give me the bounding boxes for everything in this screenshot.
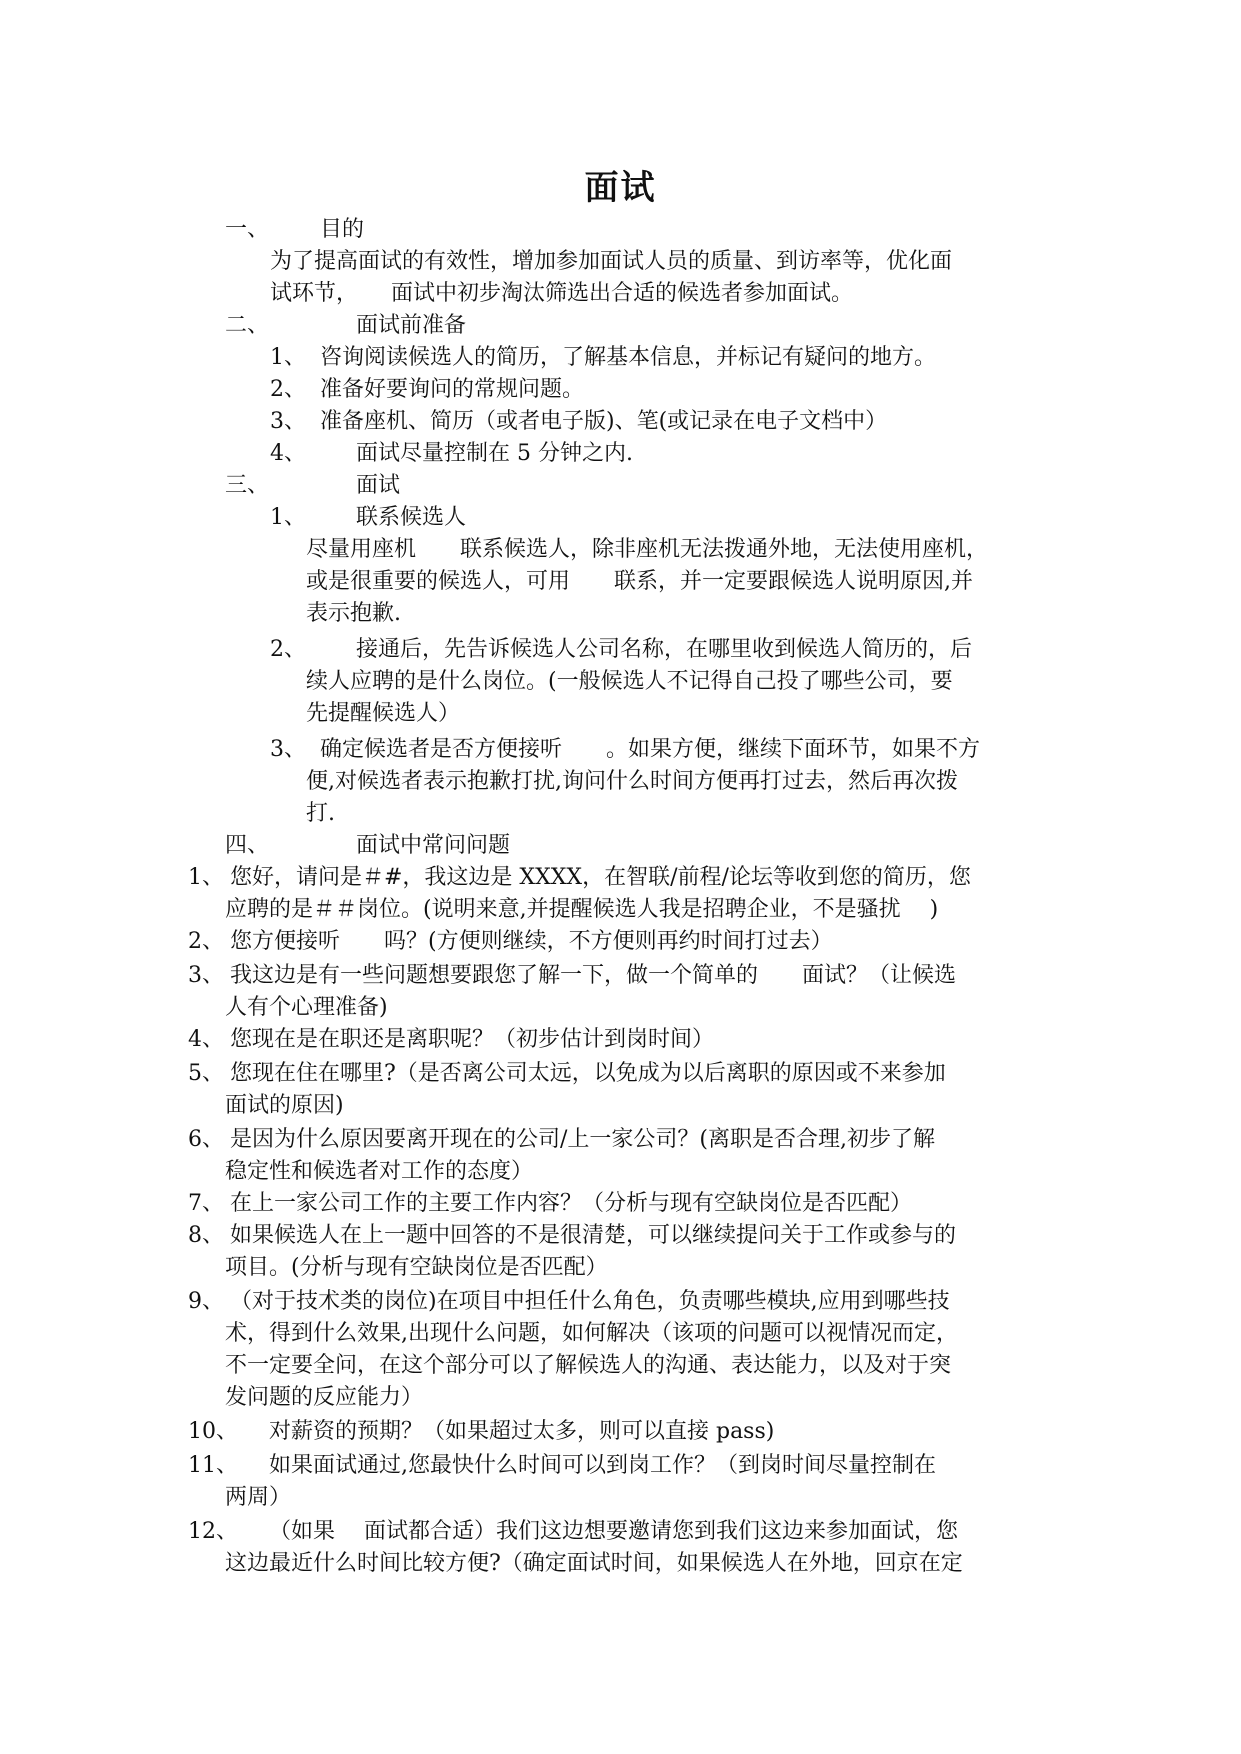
question-number: 7、 [188,1191,224,1216]
list-item-number: 2、 [270,637,306,662]
paragraph-line: 表示抱歉. [306,601,401,626]
question-number: 12、 [188,1519,238,1544]
question-line: 人有个心理准备) [225,995,388,1020]
section-1-heading: 目的 [320,217,365,242]
paragraph-line: 接通后，先告诉候选人公司名称，在哪里收到候选人简历的，后 [356,637,973,662]
question-number: 2、 [188,929,224,954]
question-line: 对薪资的预期？（如果超过太多，则可以直接 pass) [240,1419,775,1444]
section-1-number: 一、 [225,217,270,242]
list-item-number: 2、 [270,377,306,402]
question-number: 9、 [188,1289,224,1314]
paragraph-line: 便,对候选者表示抱歉打扰,询问什么时间方便再打过去，然后再次拨 [306,769,958,794]
list-item-number: 3、 [270,409,306,434]
list-item-number: 1、 [270,505,306,530]
section-2-heading: 面试前准备 [356,313,467,338]
question-line: 我这边是有一些问题想要跟您了解一下，做一个简单的 面试？（让候选 [230,963,957,988]
question-line: 您现在是在职还是离职呢？（初步估计到岗时间） [230,1027,715,1052]
list-item: 面试尽量控制在 5 分钟之内. [356,441,633,466]
question-number: 4、 [188,1027,224,1052]
list-item: 咨询阅读候选人的简历，了解基本信息，并标记有疑问的地方。 [320,345,937,370]
question-number: 11、 [188,1453,238,1478]
question-number: 10、 [188,1419,238,1444]
question-line: 应聘的是＃＃岗位。(说明来意,并提醒候选人我是招聘企业，不是骚扰 ) [225,897,939,922]
question-line: 这边最近什么时间比较方便?（确定面试时间，如果候选人在外地，回京在定 [225,1551,963,1576]
paragraph-line: 或是很重要的候选人，可用 联系，并一定要跟候选人说明原因,并 [306,569,973,594]
paragraph-line: 续人应聘的是什么岗位。(一般候选人不记得自己投了哪些公司，要 [306,669,953,694]
question-number: 3、 [188,963,224,988]
question-line: 面试的原因) [225,1093,344,1118]
question-line: 两周） [225,1485,292,1510]
question-line: （如果 面试都合适）我们这边想要邀请您到我们这边来参加面试，您 [240,1519,958,1544]
paragraph-line: 尽量用座机 联系候选人，除非座机无法拨通外地，无法使用座机， [306,537,989,562]
subsection-heading: 联系候选人 [356,505,467,530]
question-line: 如果面试通过,您最快什么时间可以到岗工作？（到岗时间尽量控制在 [240,1453,936,1478]
question-line: 您现在住在哪里?（是否离公司太远，以免成为以后离职的原因或不来参加 [230,1061,946,1086]
section-4-heading: 面试中常问问题 [356,833,511,858]
paragraph-line: 确定候选者是否方便接听 。如果方便，继续下面环节，如果不方 [320,737,981,762]
question-number: 8、 [188,1223,224,1248]
question-number: 1、 [188,865,224,890]
list-item-number: 1、 [270,345,306,370]
question-line: 是因为什么原因要离开现在的公司/上一家公司？(离职是否合理,初步了解 [230,1127,935,1152]
section-3-heading: 面试 [356,473,401,498]
question-line: 术，得到什么效果,出现什么问题，如何解决（该项的问题可以视情况而定， [225,1321,958,1346]
section-4-number: 四、 [225,833,270,858]
question-line: 如果候选人在上一题中回答的不是很清楚，可以继续提问关于工作或参与的 [230,1223,957,1248]
paragraph-line: 先提醒候选人） [306,701,461,726]
section-2-number: 二、 [225,313,270,338]
question-line: （对于技术类的岗位)在项目中担任什么角色，负责哪些模块,应用到哪些技 [230,1289,950,1314]
question-line: 您好，请问是＃#，我这边是 XXXX，在智联/前程/论坛等收到您的简历，您 [230,865,971,890]
section-1-para-line: 为了提高面试的有效性，增加参加面试人员的质量、到访率等，优化面 [270,249,953,274]
question-line: 项目。(分析与现有空缺岗位是否匹配） [225,1255,608,1280]
question-line: 在上一家公司工作的主要工作内容？（分析与现有空缺岗位是否匹配） [230,1191,913,1216]
list-item: 准备座机、简历（或者电子版)、笔(或记录在电子文档中） [320,409,888,434]
paragraph-line: 打. [306,801,335,826]
list-item: 准备好要询问的常规问题。 [320,377,585,402]
question-number: 5、 [188,1061,224,1086]
question-line: 不一定要全问，在这个部分可以了解候选人的沟通、表达能力，以及对于突 [225,1353,952,1378]
list-item-number: 4、 [270,441,306,466]
page-title: 面试 [584,168,657,208]
section-3-number: 三、 [225,473,270,498]
question-line: 稳定性和候选者对工作的态度） [225,1159,534,1184]
section-1-para-line: 试环节， 面试中初步淘汰筛选出合适的候选者参加面试。 [270,281,854,306]
question-line: 发问题的反应能力） [225,1385,424,1410]
list-item-number: 3、 [270,737,306,762]
question-number: 6、 [188,1127,224,1152]
question-line: 您方便接听 吗？(方便则继续，不方便则再约时间打过去） [230,929,833,954]
